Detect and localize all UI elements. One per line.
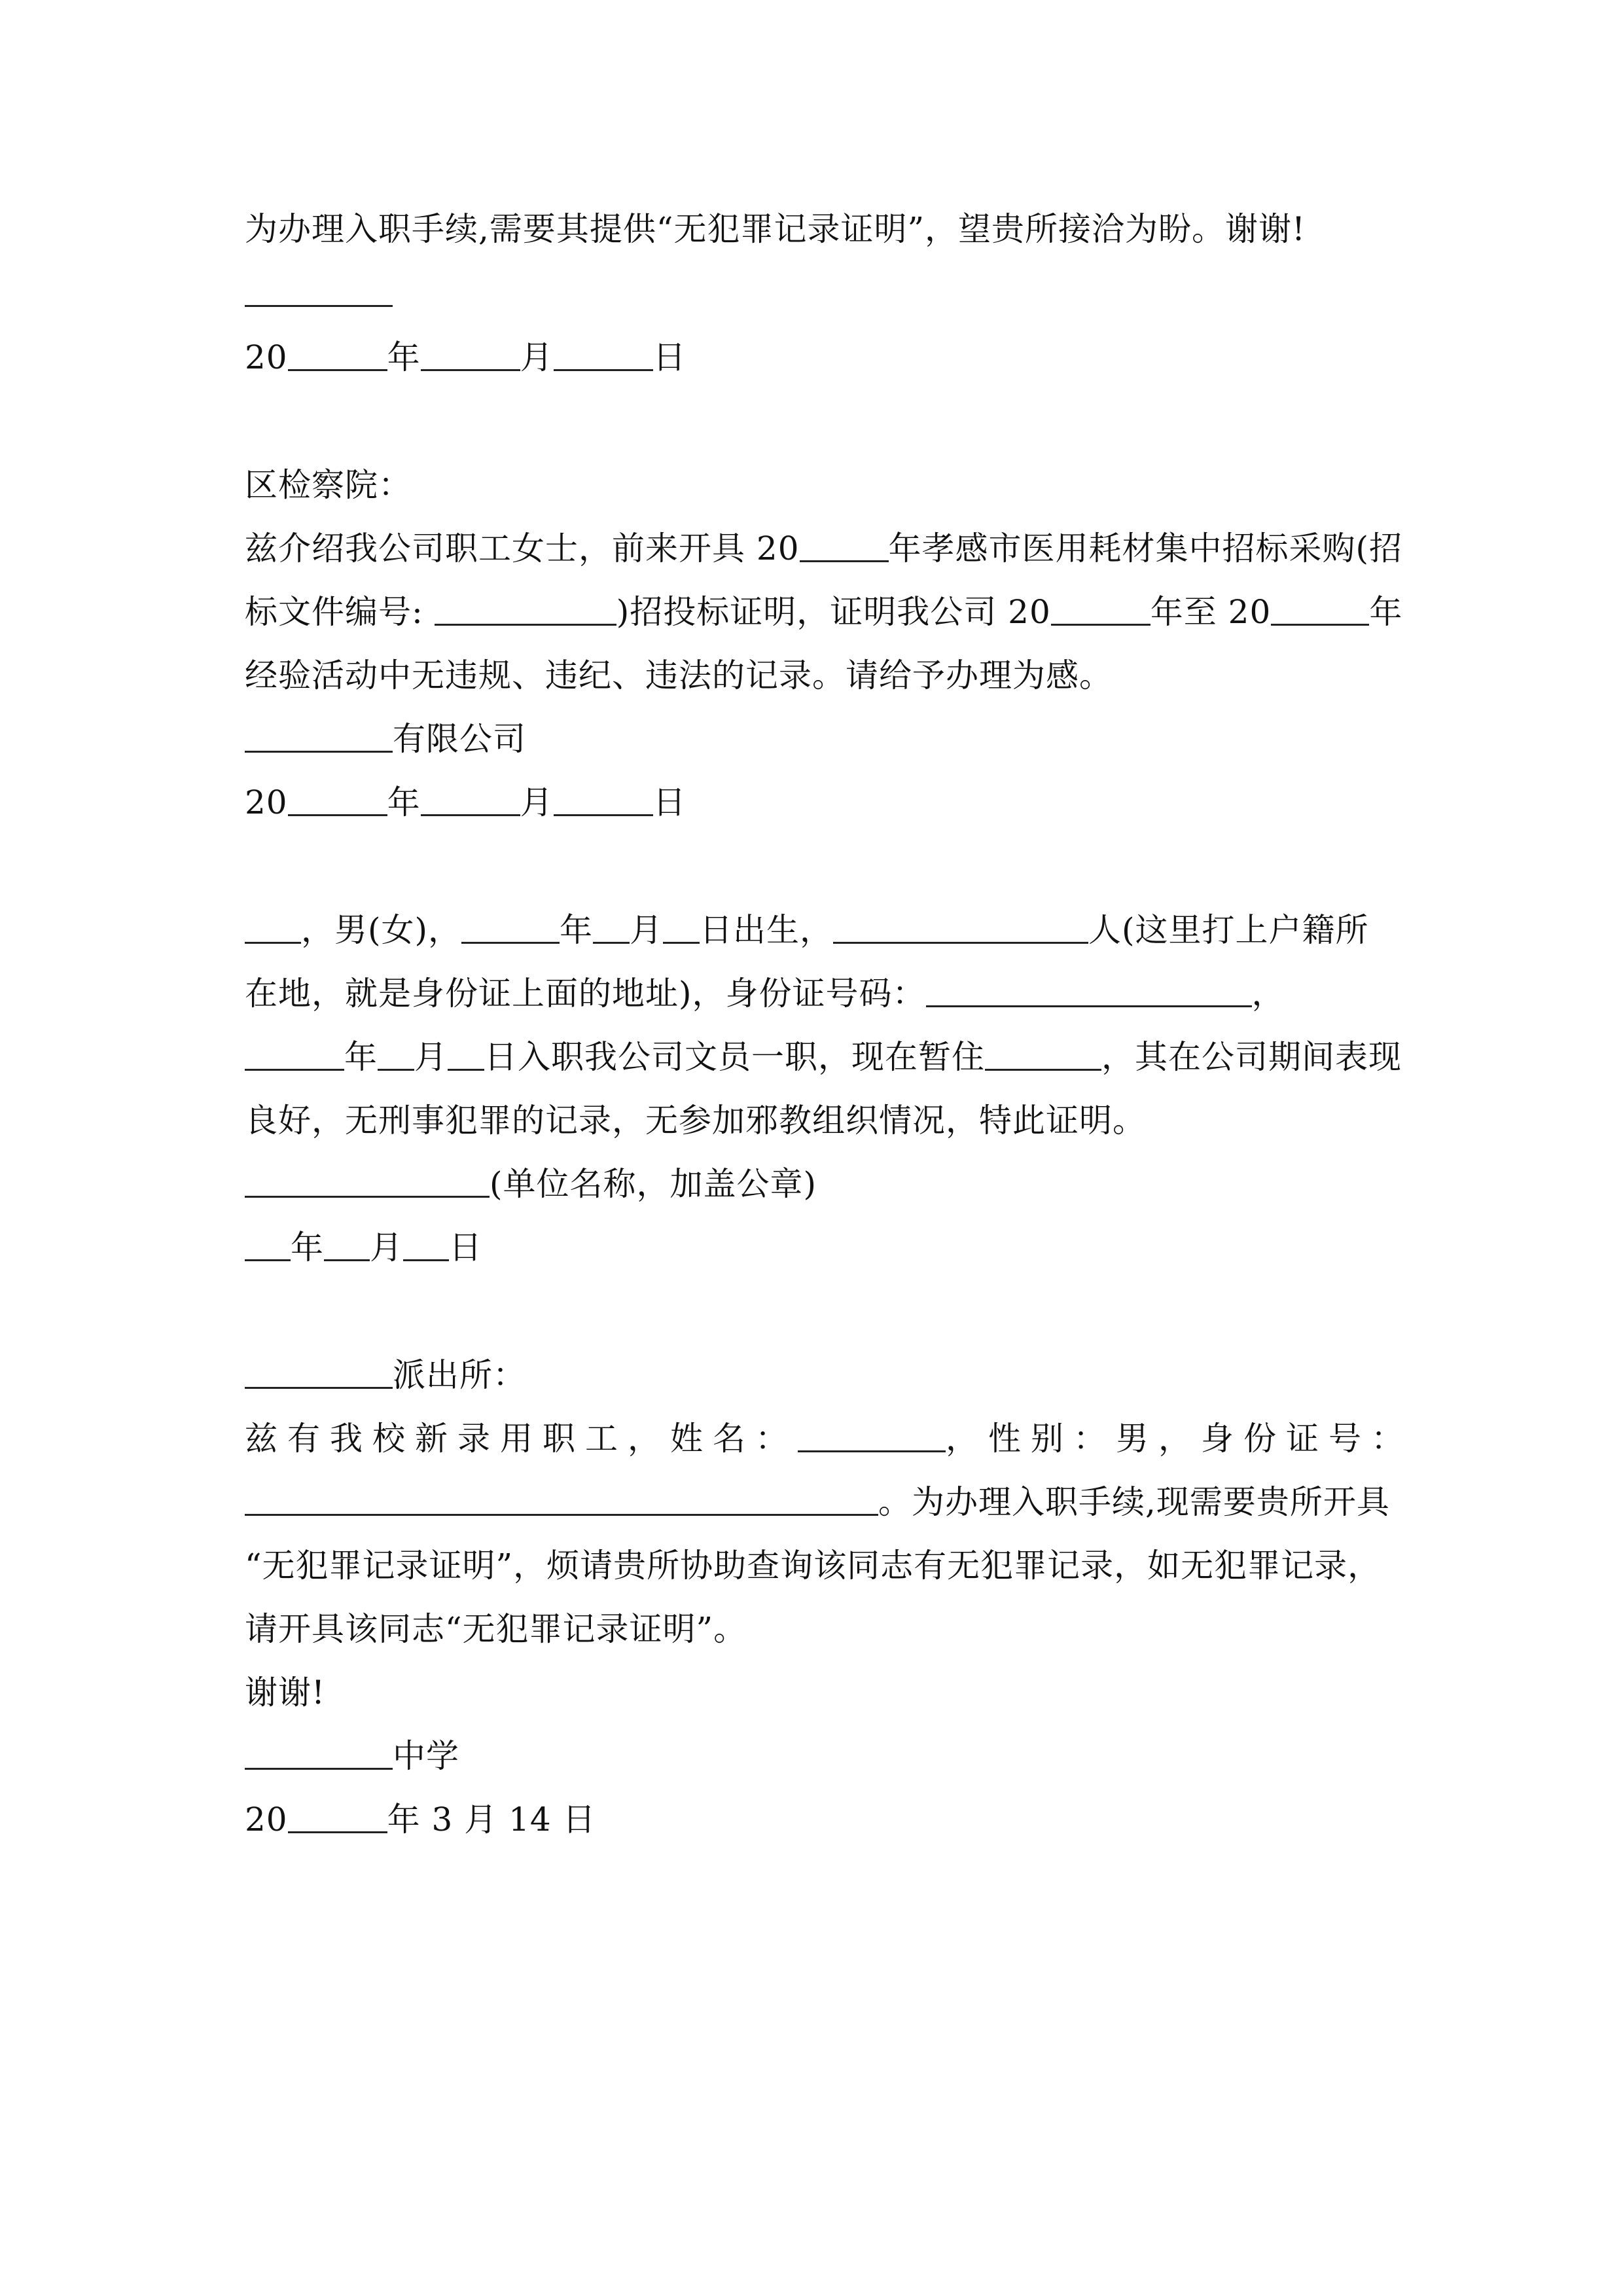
s4-line3: “无犯罪记录证明”，烦请贵所协助查询该同志有无犯罪记录，如无犯罪记录， — [245, 1547, 1382, 1585]
s3-line1: ，男(女)， 年 月 日出生， 人(这里打上户籍所 — [245, 907, 1369, 953]
s4-salutation: 派出所： — [245, 1352, 526, 1398]
s2-line3: 经验活动中无违规、违纪、违法的记录。请给予办理为感。 — [245, 656, 1113, 694]
s4-thanks: 谢谢! — [245, 1674, 326, 1712]
s4-line4: 请开具该同志“无犯罪记录证明”。 — [245, 1610, 747, 1648]
s1-date: 20 年 月 日 — [245, 334, 687, 380]
s2-company: 有限公司 — [245, 716, 526, 762]
s1-paragraph: 为办理入职手续,需要其提供“无犯罪记录证明”，望贵所接洽为盼。谢谢! — [245, 210, 1306, 248]
s4-date: 20 年 3 月 14 日 — [245, 1797, 596, 1842]
s2-salutation: 区检察院： — [245, 466, 412, 504]
s3-unit-line: (单位名称，加盖公章) — [245, 1161, 817, 1207]
s3-line2: 在地，就是身份证上面的地址)，身份证号码： ， — [245, 971, 1285, 1016]
s1-signature-blank — [245, 305, 393, 307]
s2-line1: 兹介绍我公司职工女士，前来开具 20 年孝感市医用耗材集中招标采购(招 — [245, 526, 1402, 571]
s4-line2: 。为办理入职手续,现需要贵所开具 — [245, 1479, 1390, 1525]
s4-school: 中学 — [245, 1733, 459, 1779]
s3-date: 年 月 日 — [245, 1225, 482, 1270]
s2-line2: 标文件编号: )招投标证明，证明我公司 20 年至 20 年 — [245, 589, 1402, 635]
s4-line1: 兹有我校新录用职工，姓名： ，性别：男，身份证号： — [245, 1416, 1414, 1462]
s3-line4: 良好，无刑事犯罪的记录，无参加邪教组织情况，特此证明。 — [245, 1102, 1146, 1139]
s3-line3: 年 月 日入职我公司文员一职，现在暂住 ，其在公司期间表现 — [245, 1034, 1402, 1080]
s2-date: 20 年 月 日 — [245, 780, 687, 825]
